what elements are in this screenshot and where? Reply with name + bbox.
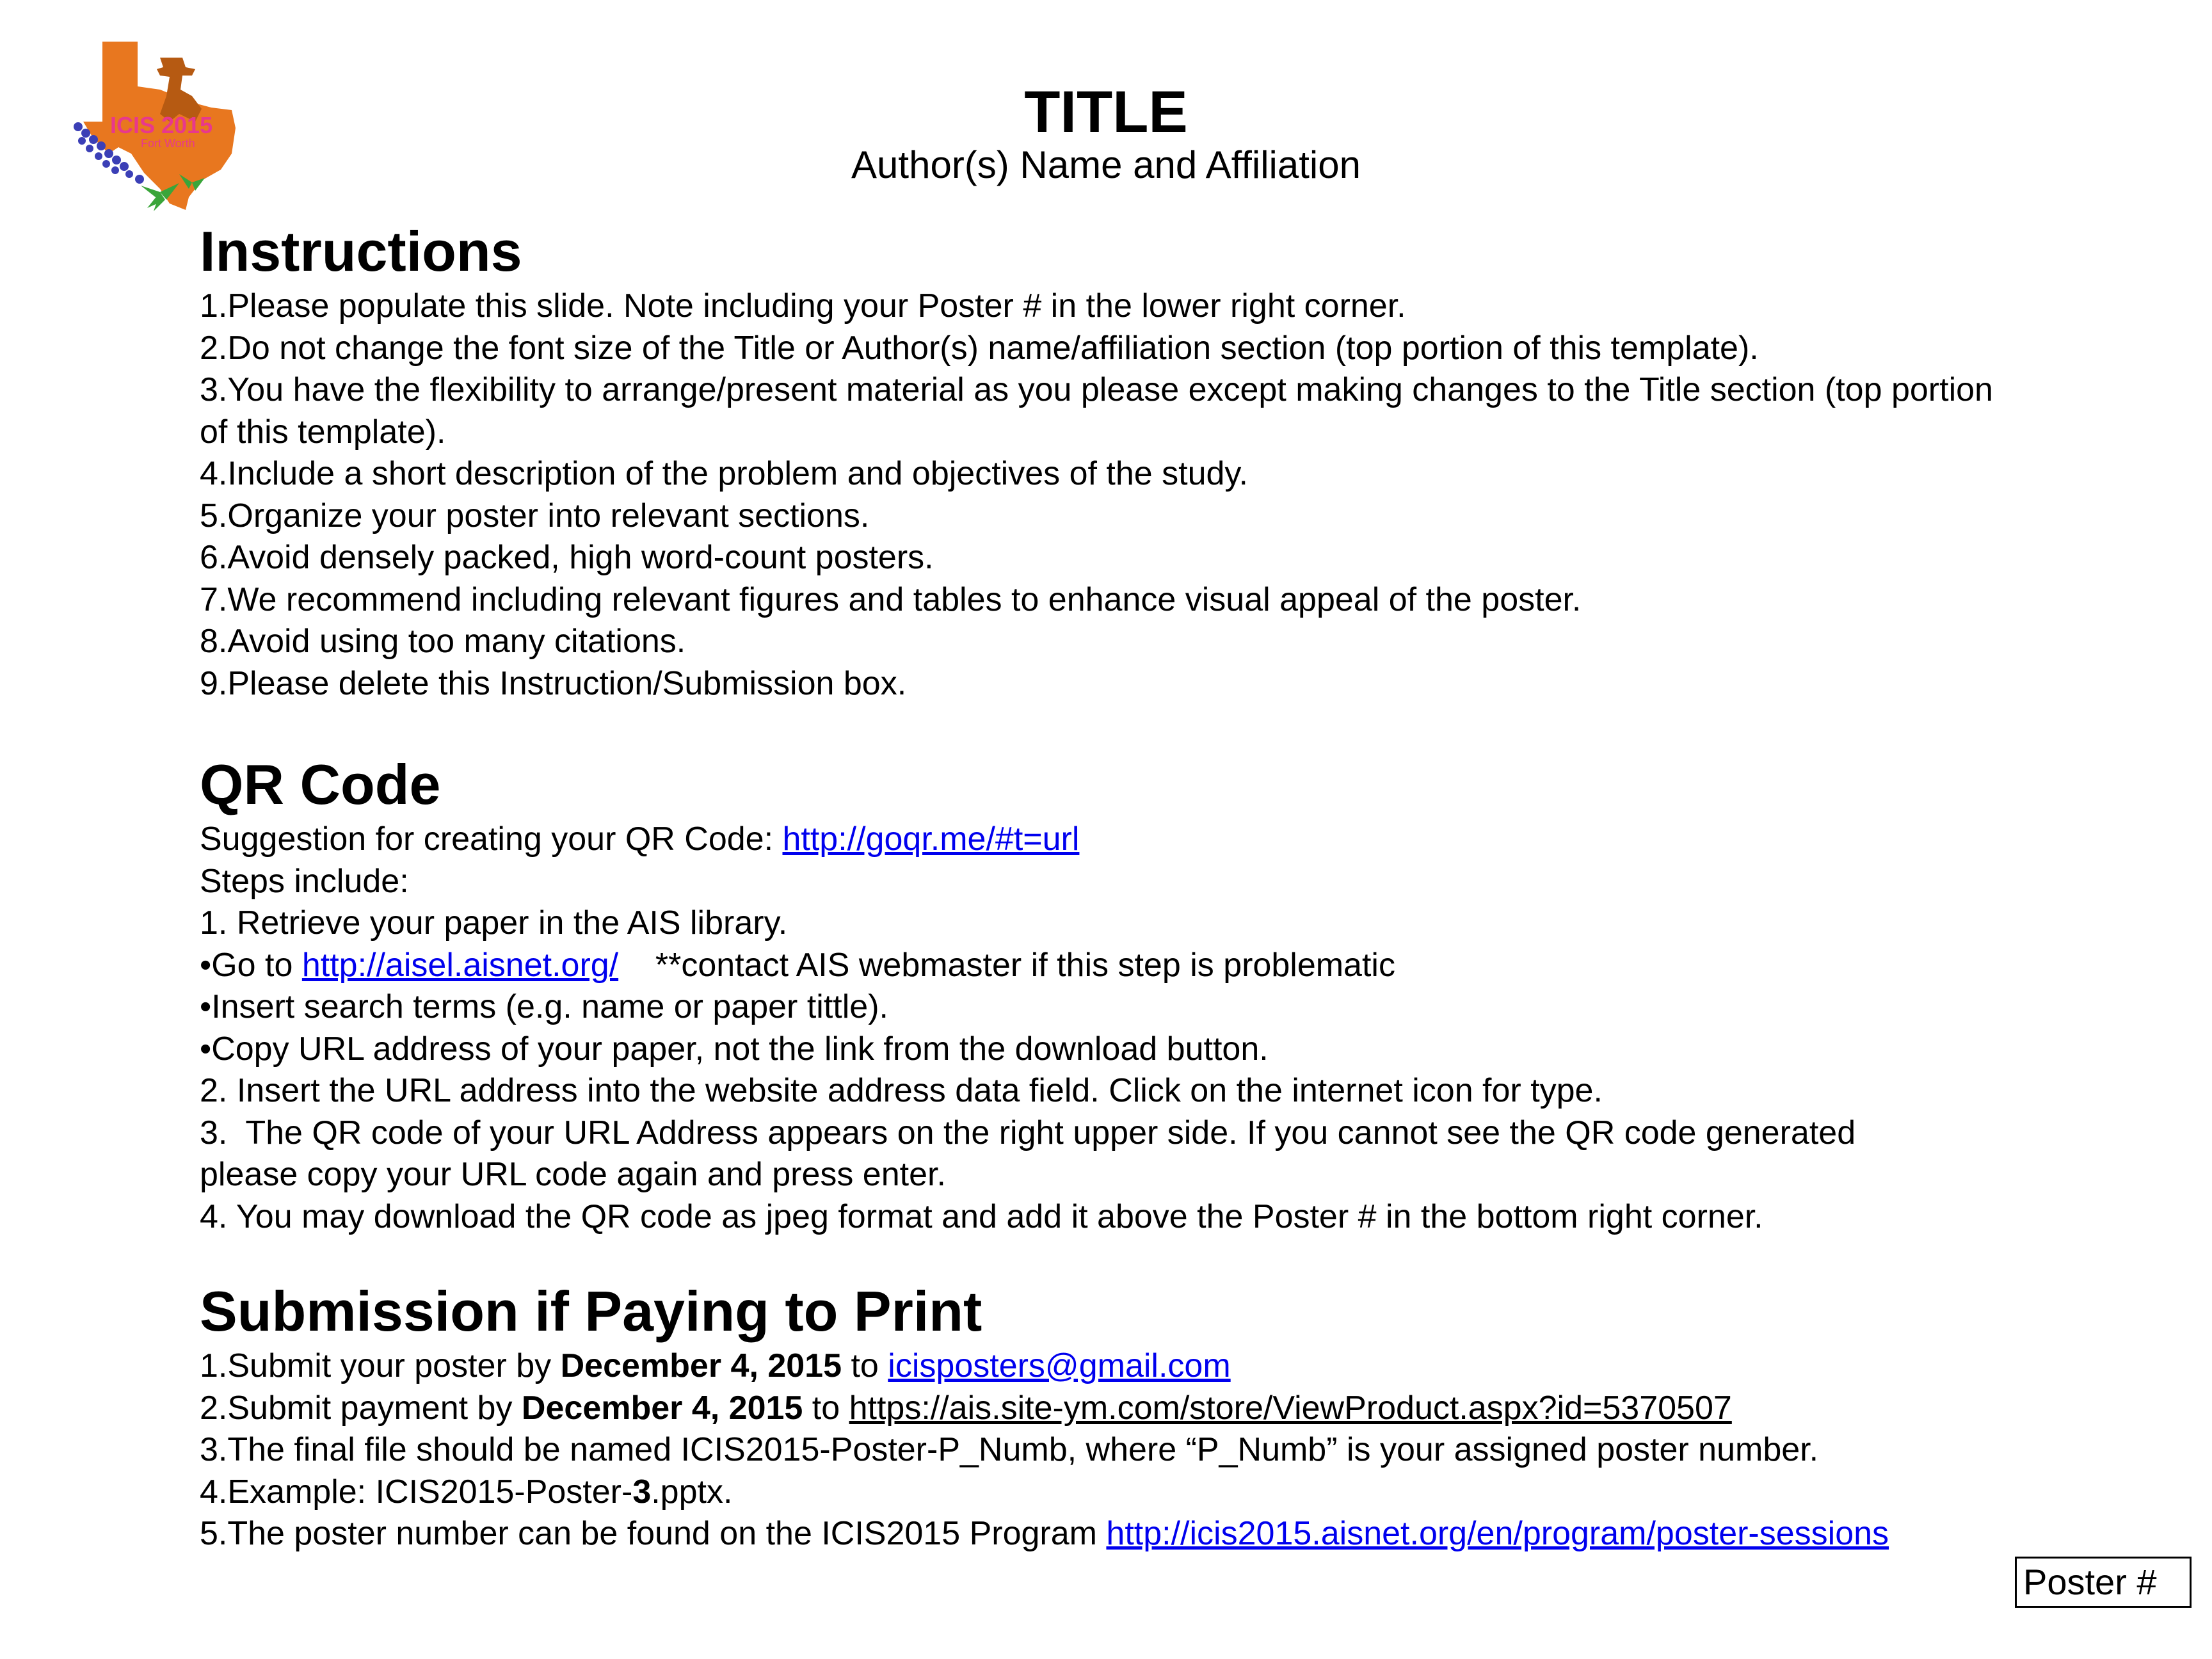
program-link[interactable]: http://icis2015.aisnet.org/en/program/poster-sessions — [1106, 1515, 1889, 1552]
author-affiliation: Author(s) Name and Affiliation — [851, 143, 1361, 186]
qr-step: 3. The QR code of your URL Address appears on the right upper side. If you cannot see the QR code generated — [200, 1114, 1856, 1151]
submission-heading: Submission if Paying to Print — [200, 1279, 982, 1343]
qr-bullet: •Copy URL address of your paper, not the link from the download button. — [200, 1030, 1269, 1068]
submission-text: to — [803, 1389, 849, 1427]
qr-bullet — [200, 945, 2017, 987]
instruction-item: 1.Please populate this slide. Note including your Poster # in the lower right corner. — [200, 287, 1406, 325]
submission-item — [200, 1513, 2017, 1555]
spacer — [200, 705, 2017, 751]
logo-text: ICIS 2015 — [110, 112, 213, 138]
logo-subtext: Fort Worth — [141, 137, 195, 150]
payment-link[interactable]: https://ais.site-ym.com/store/ViewProduct.aspx?id=5370507 — [849, 1389, 1732, 1427]
instruction-item: 5.Organize your poster into relevant sections. — [200, 497, 870, 534]
instruction-item: 8.Avoid using too many citations. — [200, 623, 686, 660]
submission-text: to — [842, 1347, 888, 1384]
submission-text: .pptx. — [651, 1473, 733, 1511]
submission-item — [200, 1471, 2017, 1514]
instruction-item: 3.You have the flexibility to arrange/present material as you please except making changes to the Title section (top portion of this template). — [200, 371, 1993, 451]
qr-step: 4. You may download the QR code as jpeg format and add it above the Poster # in the bottom right corner. — [200, 1198, 1763, 1235]
poster-title: TITLE — [1024, 79, 1188, 145]
spacer — [200, 1238, 2017, 1278]
steps-label: Steps include: — [200, 862, 409, 900]
instruction-item: 2.Do not change the font size of the Title or Author(s) name/affiliation section (top portion of this template). — [200, 329, 1759, 367]
payment-deadline: December 4, 2015 — [521, 1389, 803, 1427]
example-number: 3 — [632, 1473, 652, 1511]
instruction-box — [200, 218, 2017, 1555]
submission-item — [200, 1388, 2017, 1430]
qr-step-continued: please copy your URL code again and press enter. — [200, 1156, 946, 1193]
qr-suggestion — [200, 819, 2017, 861]
instructions-heading: Instructions — [200, 220, 522, 283]
qr-step: 2. Insert the URL address into the website address data field. Click on the internet icon for type. — [200, 1072, 1603, 1109]
qr-bullet-note: **contact AIS webmaster if this step is problematic — [618, 946, 1395, 984]
submission-deadline: December 4, 2015 — [560, 1347, 842, 1384]
qr-step: 1. Retrieve your paper in the AIS library. — [200, 904, 788, 942]
qr-suggestion-text: Suggestion for creating your QR Code: — [200, 821, 783, 858]
email-link[interactable]: icisposters@gmail.com — [888, 1347, 1231, 1384]
submission-text: 4.Example: ICIS2015-Poster- — [200, 1473, 633, 1511]
aisel-link[interactable]: http://aisel.aisnet.org/ — [301, 946, 619, 984]
submission-item — [200, 1345, 2017, 1388]
instruction-item: 6.Avoid densely packed, high word-count posters. — [200, 539, 934, 576]
poster-number-box[interactable]: Poster # — [2015, 1557, 2192, 1608]
instruction-item: 4.Include a short description of the problem and objectives of the study. — [200, 455, 1248, 492]
submission-text: 1.Submit your poster by — [200, 1347, 561, 1384]
submission-item: 3.The final file should be named ICIS2015-Poster-P_Numb, where “P_Numb” is your assigned poster number. — [200, 1431, 1819, 1468]
qr-code-heading: QR Code — [200, 753, 441, 816]
goqr-link[interactable]: http://goqr.me/#t=url — [782, 821, 1080, 858]
instruction-item: 7.We recommend including relevant figures and tables to enhance visual appeal of the poster. — [200, 581, 1582, 618]
qr-bullet-text: •Go to — [200, 946, 302, 984]
submission-text: 5.The poster number can be found on the ICIS2015 Program — [200, 1515, 1107, 1552]
instruction-item: 9.Please delete this Instruction/Submission box. — [200, 664, 907, 702]
submission-text: 2.Submit payment by — [200, 1389, 522, 1427]
qr-bullet: •Insert search terms (e.g. name or paper tittle). — [200, 988, 888, 1025]
